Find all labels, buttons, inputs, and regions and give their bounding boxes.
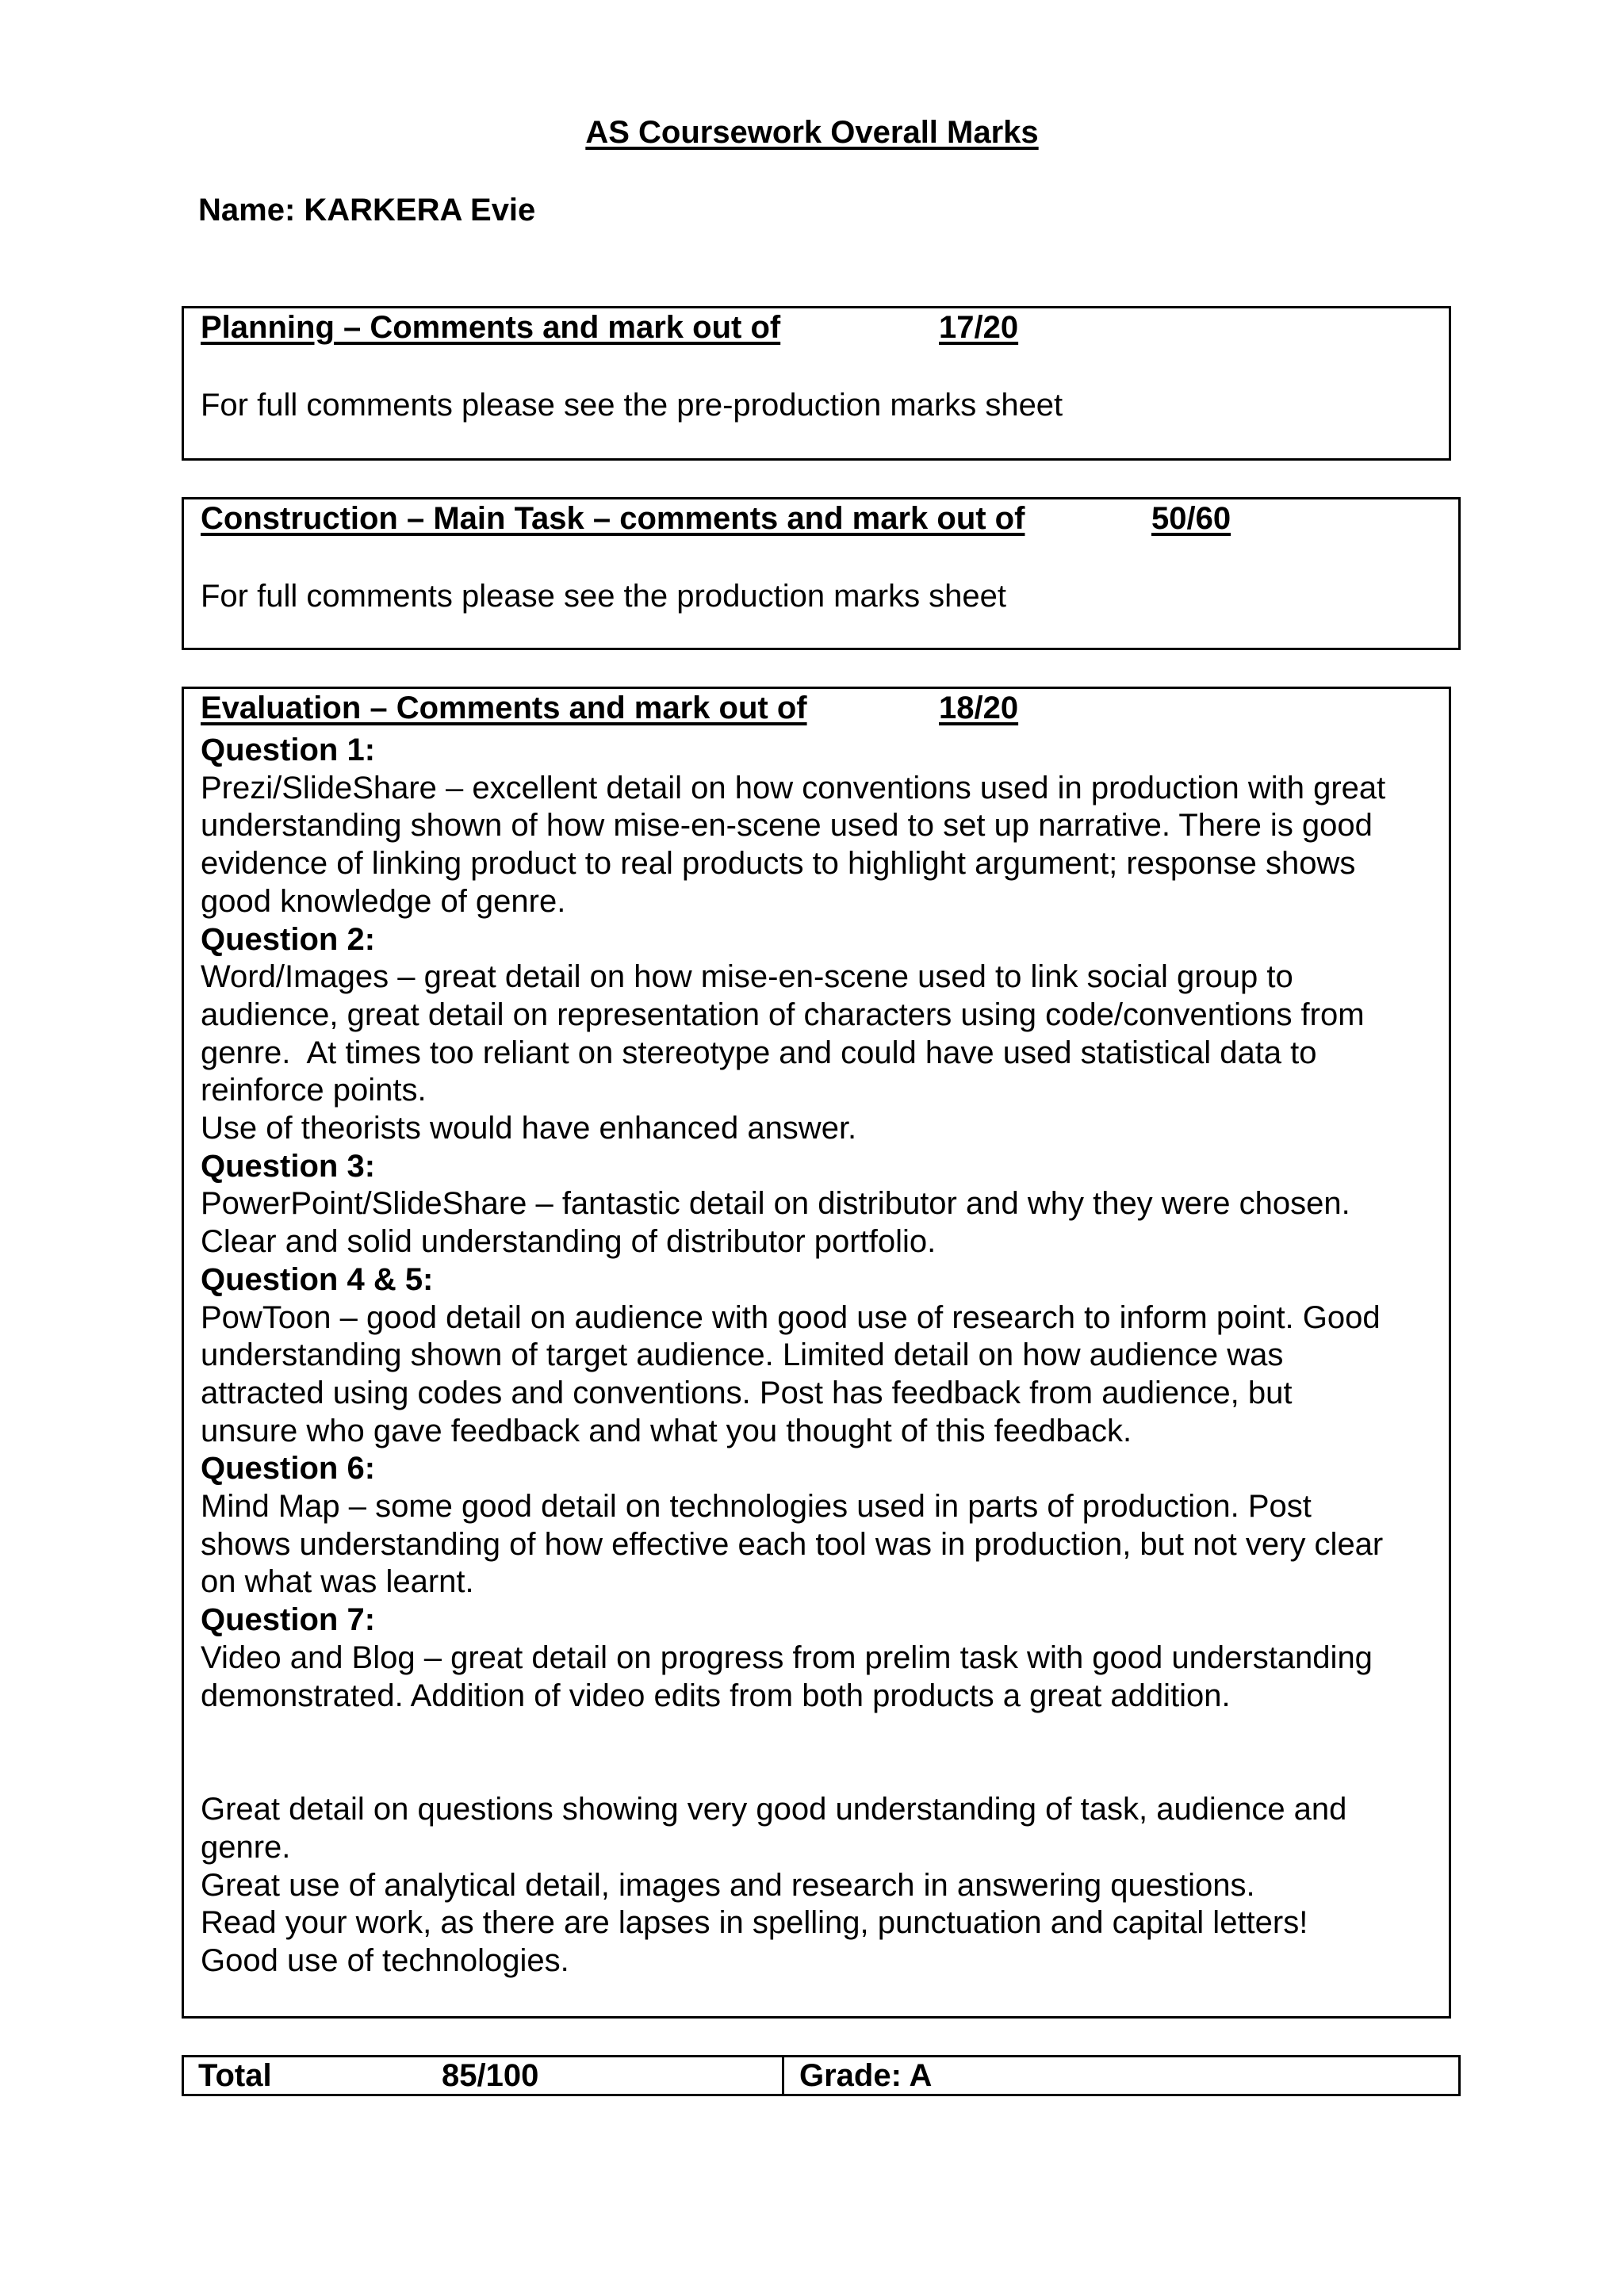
question-comment <box>201 770 1438 921</box>
comment-line: on what was learnt. <box>201 1564 474 1600</box>
comment-line: evidence of linking product to real products to highlight argument; response shows <box>201 846 1356 882</box>
question-label: Question 3: <box>201 1148 376 1184</box>
evaluation-mark: 18/20 <box>939 691 1019 725</box>
construction-mark: 50/60 <box>1151 501 1231 536</box>
total-value: 85/100 <box>442 2058 539 2093</box>
comment-line: PowerPoint/SlideShare – fantastic detail on distributor and why they were chosen. <box>201 1186 1350 1222</box>
comment-line: Word/Images – great detail on how mise-en-scene used to link social group to <box>201 959 1293 995</box>
comment-line: PowToon – good detail on audience with good use of research to inform point. Good <box>201 1299 1381 1335</box>
summary-line: Read your work, as there are lapses in spelling, punctuation and capital letters! <box>201 1905 1308 1941</box>
planning-header: Planning – Comments and mark out of <box>201 310 781 345</box>
summary-line: Great detail on questions showing very good understanding of task, audience and <box>201 1792 1347 1827</box>
comment-line: Use of theorists would have enhanced answer. <box>201 1111 857 1146</box>
comment-line: unsure who gave feedback and what you thought of this feedback. <box>201 1413 1132 1448</box>
question-label: Question 1: <box>201 733 376 767</box>
construction-note: For full comments please see the production marks sheet <box>201 579 1007 614</box>
summary-line: Good use of technologies. <box>201 1943 569 1979</box>
comment-line: audience, great detail on representation of characters using code/conventions from <box>201 997 1365 1032</box>
planning-note: For full comments please see the pre-production marks sheet <box>201 388 1063 423</box>
comment-line: demonstrated. Addition of video edits from both products a great addition. <box>201 1678 1231 1713</box>
question-label: Question 2: <box>201 921 376 957</box>
comment-line: Mind Map – some good detail on technologies used in parts of production. Post <box>201 1489 1312 1525</box>
evaluation-header: Evaluation – Comments and mark out of <box>201 691 807 725</box>
student-name: Name: KARKERA Evie <box>198 193 536 228</box>
planning-section <box>182 306 1451 461</box>
comment-line: Prezi/SlideShare – excellent detail on how conventions used in production with great <box>201 770 1386 806</box>
summary-line: genre. <box>201 1829 291 1865</box>
comment-line: reinforce points. <box>201 1073 427 1108</box>
question-comment <box>201 1488 1438 1601</box>
comment-line: Clear and solid understanding of distributor portfolio. <box>201 1224 936 1260</box>
construction-section <box>182 497 1461 650</box>
comment-line: understanding shown of target audience. Limited detail on how audience was <box>201 1337 1284 1373</box>
comment-line: understanding shown of how mise-en-scene used to set up narrative. There is good <box>201 808 1373 844</box>
question-comment <box>201 1185 1438 1261</box>
construction-header: Construction – Main Task – comments and mark out of <box>201 501 1025 536</box>
question-label: Question 4 & 5: <box>201 1261 434 1297</box>
question-comment <box>201 1640 1438 1715</box>
summary-line: Great use of analytical detail, images and research in answering questions. <box>201 1867 1255 1903</box>
comment-line: good knowledge of genre. <box>201 883 566 919</box>
total-label: Total <box>198 2058 272 2093</box>
comment-line: shows understanding of how effective each tool was in production, but not very clear <box>201 1526 1384 1562</box>
comment-line: genre. At times too reliant on stereotype and could have used statistical data to <box>201 1035 1317 1070</box>
grade: Grade: A <box>799 2058 933 2093</box>
comment-line: attracted using codes and conventions. Post has feedback from audience, but <box>201 1375 1293 1410</box>
page-title: AS Coursework Overall Marks <box>585 115 1039 150</box>
total-divider <box>782 2057 784 2094</box>
question-comment <box>201 959 1438 1148</box>
evaluation-section <box>182 687 1451 2019</box>
evaluation-summary <box>201 1791 1438 1980</box>
question-comment <box>201 1299 1438 1451</box>
question-label: Question 6: <box>201 1451 376 1487</box>
evaluation-comments <box>201 732 1438 1980</box>
comment-line: Video and Blog – great detail on progress from prelim task with good understanding <box>201 1640 1373 1675</box>
question-label: Question 7: <box>201 1602 376 1638</box>
total-row <box>182 2055 1461 2096</box>
planning-mark: 17/20 <box>939 310 1019 345</box>
